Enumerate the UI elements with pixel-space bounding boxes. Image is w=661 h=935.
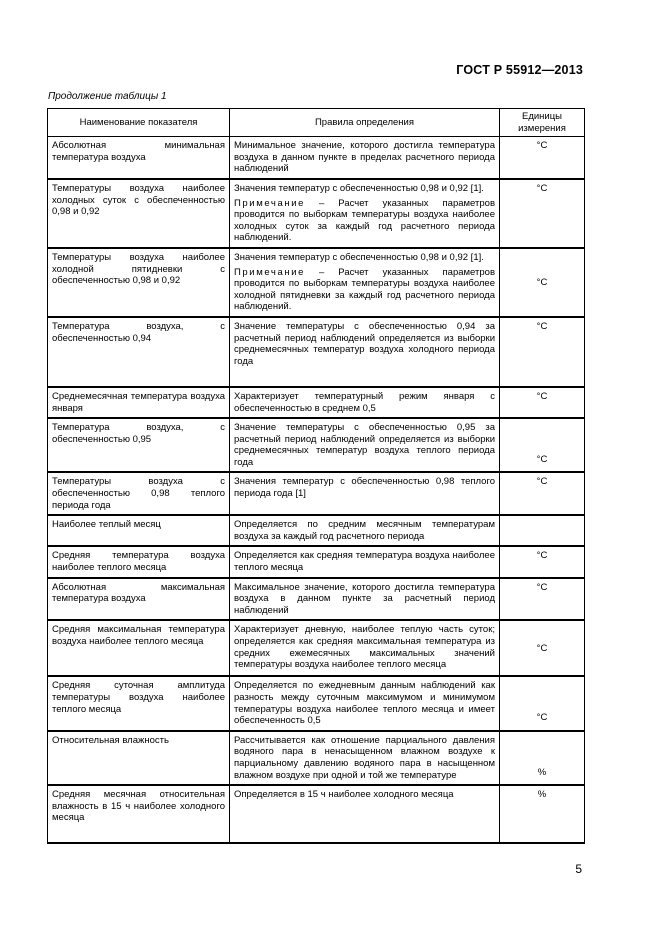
- indicator-name-cell: Средняя суточная амплитуда температуры воздуха наиболее теплого месяца: [48, 676, 230, 730]
- unit-cell: °C: [500, 317, 585, 387]
- parameters-table: [47, 108, 585, 844]
- indicator-name-cell: Средняя месячная относительная влажность в 15 ч наиболее холодного месяца: [48, 785, 230, 843]
- note-text: – Расчет указанных параметров проводится по выборкам температуры воздуха наиболее холодной пятидневки за каждый год расчетного периода наблюдений.: [234, 266, 495, 313]
- indicator-name-cell: Наиболее теплый месяц: [48, 515, 230, 546]
- unit-cell: °C: [500, 676, 585, 730]
- table-row: [48, 317, 585, 387]
- unit-cell: °C: [500, 418, 585, 472]
- indicator-name-cell: Абсолютная максимальная температура воздуха: [48, 578, 230, 621]
- determination-rule-cell: [230, 387, 500, 418]
- determination-rule-cell: [230, 676, 500, 730]
- page-number: 5: [575, 862, 582, 876]
- table-row: [48, 472, 585, 515]
- unit-cell: °C: [500, 620, 585, 676]
- determination-rule-cell: [230, 179, 500, 248]
- unit-cell: °C: [500, 578, 585, 621]
- indicator-name-cell: Температуры воздуха наиболее холодных суток с обеспеченностью 0,98 и 0,92: [48, 179, 230, 248]
- unit-cell: [500, 515, 585, 546]
- determination-rule-cell: [230, 248, 500, 317]
- indicator-name-cell: Средняя максимальная температура воздуха наиболее теплого месяца: [48, 620, 230, 676]
- determination-rule-cell: [230, 317, 500, 387]
- column-header-name: Наименование показателя: [48, 109, 230, 137]
- unit-cell: °C: [500, 137, 585, 179]
- table-row: [48, 785, 585, 843]
- rule-text: Рассчитывается как отношение парциального давления водяного пара в ненасыщенном влажном воздухе к парциальному давлению водяного пара в насыщенном влажном воздухе при одной и той же температуре: [234, 734, 495, 781]
- rule-text: Определяется в 15 ч наиболее холодного месяца: [234, 789, 454, 801]
- rule-text: Минимальное значение, которого достигла температура воздуха в данном пункте в пределах расчетного периода наблюдений: [234, 140, 495, 175]
- determination-rule-cell: [230, 578, 500, 621]
- unit-cell: °C: [500, 472, 585, 515]
- determination-rule-cell: [230, 515, 500, 546]
- table-row: [48, 387, 585, 418]
- indicator-name-cell: Температура воздуха, с обеспеченностью 0,95: [48, 418, 230, 472]
- determination-rule-cell: [230, 418, 500, 472]
- column-header-rule: Правила определения: [230, 109, 500, 137]
- table-row: [48, 248, 585, 317]
- determination-rule-cell: [230, 546, 500, 577]
- determination-rule-cell: [230, 731, 500, 785]
- note-label: Примечание: [234, 197, 305, 209]
- table-row: [48, 546, 585, 577]
- rule-text: Максимальное значение, которого достигла температура воздуха в данном пункте за расчетный период наблюдений: [234, 581, 495, 616]
- rule-text: Значения температур с обеспеченностью 0,98 и 0,92 [1].: [234, 182, 484, 194]
- rule-text: Значение температуры с обеспеченностью 0,94 за расчетный период наблюдений определяется из выборки среднемесячных температур воздуха холодного периода года: [234, 320, 495, 367]
- rule-text: Определяется по средним месячным температурам воздуха за каждый год расчетного периода: [234, 519, 495, 542]
- table-row: [48, 578, 585, 621]
- table-row: [48, 418, 585, 472]
- unit-cell: °C: [500, 546, 585, 577]
- unit-cell: °C: [500, 179, 585, 248]
- indicator-name-cell: Абсолютная минимальная температура воздуха: [48, 137, 230, 179]
- table-row: [48, 137, 585, 179]
- note-label: Примечание: [234, 266, 305, 278]
- determination-rule-cell: [230, 785, 500, 843]
- rule-note: [234, 267, 495, 313]
- rule-text: Определяется как средняя температура воздуха наиболее теплого месяца: [234, 550, 495, 574]
- indicator-name-cell: Температура воздуха, с обеспеченностью 0,94: [48, 317, 230, 387]
- standard-code: ГОСТ Р 55912—2013: [456, 63, 583, 77]
- unit-cell: °C: [500, 387, 585, 418]
- rule-text: Характеризует температурный режим января с обеспеченностью в среднем 0,5: [234, 390, 495, 414]
- indicator-name-cell: Среднемесячная температура воздуха января: [48, 387, 230, 418]
- note-text: – Расчет указанных параметров проводится по выборкам температуры воздуха наиболее холодных суток за каждый год расчетного периода наблюдений.: [234, 197, 495, 244]
- column-header-unit: Единицы измерения: [500, 109, 585, 137]
- determination-rule-cell: [230, 472, 500, 515]
- rule-text: Значения температур с обеспеченностью 0,98 теплого периода года [1]: [234, 476, 495, 500]
- rule-text: Значения температур с обеспеченностью 0,98 и 0,92 [1].: [234, 251, 484, 263]
- indicator-name-cell: Относительная влажность: [48, 731, 230, 785]
- rule-text: Определяется по ежедневным данным наблюдений как разность между суточным максимумом и минимумом температуры воздуха наиболее теплого месяца и имеет обеспеченность 0,5: [234, 680, 495, 727]
- table-row: [48, 731, 585, 785]
- unit-cell: %: [500, 785, 585, 843]
- unit-cell: %: [500, 731, 585, 785]
- table-row: [48, 620, 585, 676]
- determination-rule-cell: [230, 620, 500, 676]
- table-continuation-caption: Продолжение таблицы 1: [48, 91, 167, 102]
- determination-rule-cell: [230, 137, 500, 179]
- indicator-name-cell: Температуры воздуха наиболее холодной пятидневки с обеспеченностью 0,98 и 0,92: [48, 248, 230, 317]
- table-body: [48, 137, 585, 843]
- rule-text: Характеризует дневную, наиболее теплую часть суток; определяется как средняя максимальная температура из средних ежемесячных максимальных значений температуры воздуха наиболее теплого месяца: [234, 624, 495, 671]
- rule-note: [234, 198, 495, 244]
- table-row: [48, 179, 585, 248]
- table-row: [48, 676, 585, 730]
- table-header-row: [48, 109, 585, 137]
- table-row: [48, 515, 585, 546]
- rule-text: Значение температуры с обеспеченностью 0,95 за расчетный период наблюдений определяется из выборки среднемесячных температур воздуха теплого периода года: [234, 422, 495, 468]
- indicator-name-cell: Температуры воздуха с обеспеченностью 0,98 теплого периода года: [48, 472, 230, 515]
- indicator-name-cell: Средняя температура воздуха наиболее теплого месяца: [48, 546, 230, 577]
- unit-cell: °C: [500, 248, 585, 317]
